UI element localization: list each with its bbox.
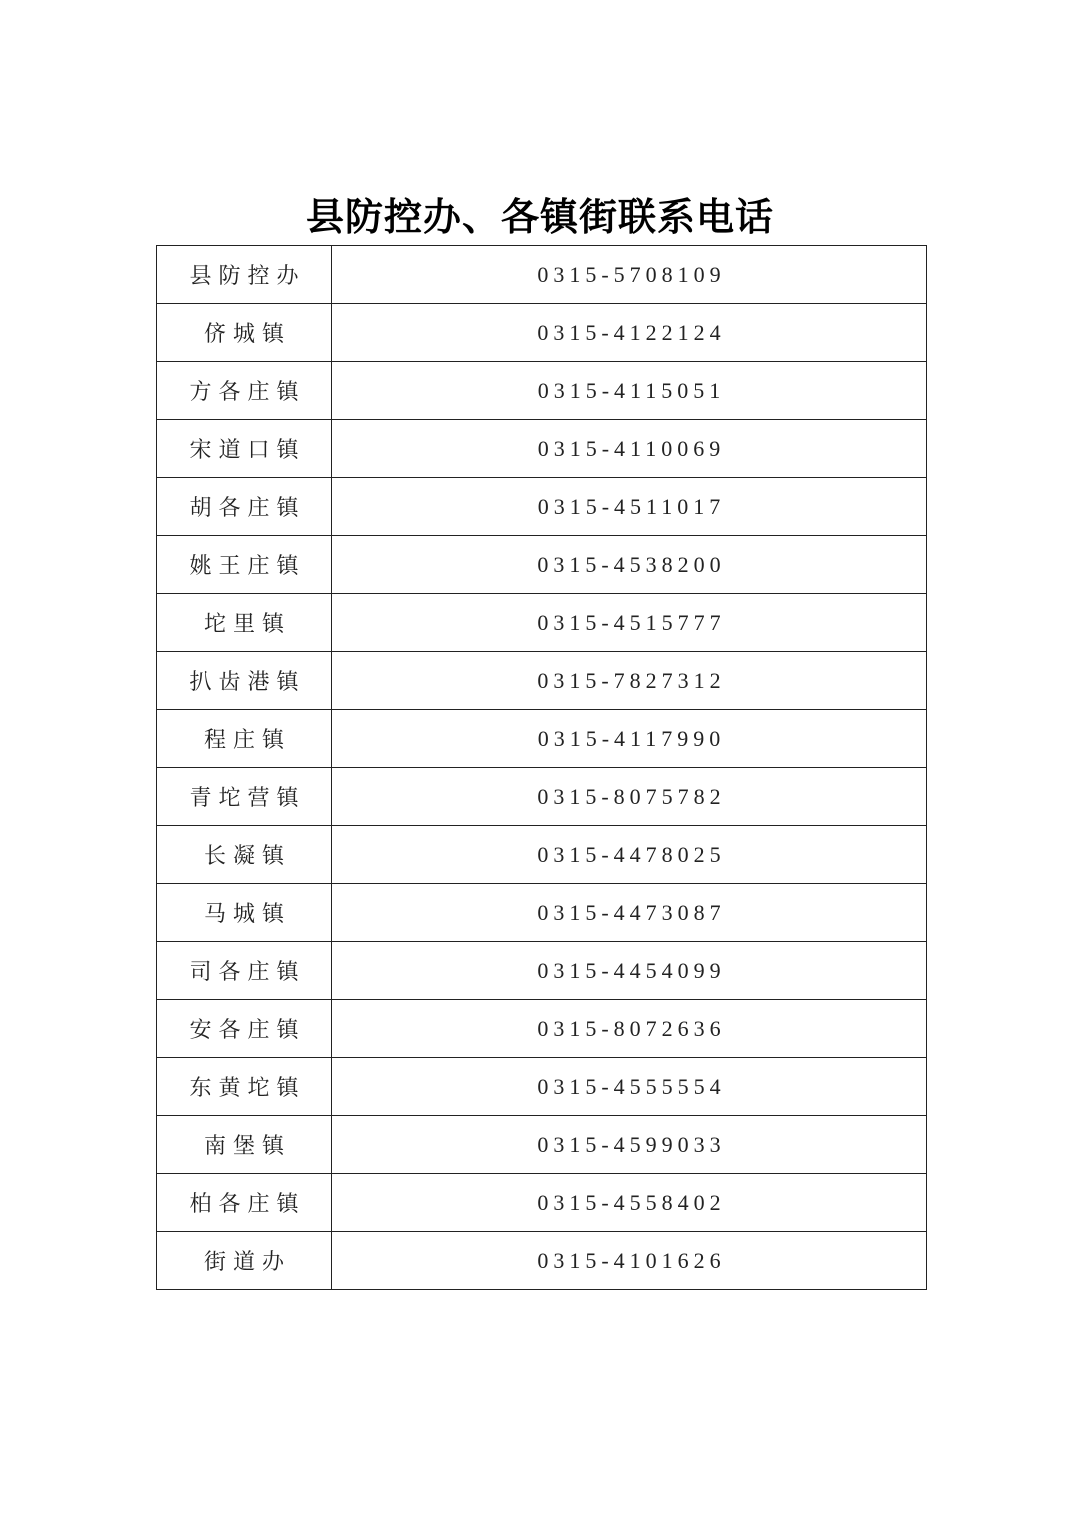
table-row bbox=[157, 884, 927, 942]
table-row bbox=[157, 652, 927, 710]
phone-number-cell: 0315-4538200 bbox=[332, 536, 927, 594]
table-row bbox=[157, 594, 927, 652]
table-row bbox=[157, 1000, 927, 1058]
phone-number-cell: 0315-4558402 bbox=[332, 1174, 927, 1232]
office-name-cell: 侪城镇 bbox=[157, 304, 332, 362]
phone-number-cell: 0315-4473087 bbox=[332, 884, 927, 942]
office-name-cell: 长凝镇 bbox=[157, 826, 332, 884]
phone-number-cell: 0315-4117990 bbox=[332, 710, 927, 768]
phone-number-cell: 0315-4515777 bbox=[332, 594, 927, 652]
office-name-cell: 宋道口镇 bbox=[157, 420, 332, 478]
table-row bbox=[157, 942, 927, 1000]
table-row bbox=[157, 1174, 927, 1232]
contact-table-body bbox=[157, 246, 927, 1290]
phone-number-cell: 0315-5708109 bbox=[332, 246, 927, 304]
table-row bbox=[157, 710, 927, 768]
table-row bbox=[157, 362, 927, 420]
phone-number-cell: 0315-8075782 bbox=[332, 768, 927, 826]
phone-number-cell: 0315-7827312 bbox=[332, 652, 927, 710]
office-name-cell: 姚王庄镇 bbox=[157, 536, 332, 594]
table-row bbox=[157, 1116, 927, 1174]
office-name-cell: 坨里镇 bbox=[157, 594, 332, 652]
office-name-cell: 司各庄镇 bbox=[157, 942, 332, 1000]
office-name-cell: 青坨营镇 bbox=[157, 768, 332, 826]
table-row bbox=[157, 420, 927, 478]
phone-number-cell: 0315-4478025 bbox=[332, 826, 927, 884]
office-name-cell: 街道办 bbox=[157, 1232, 332, 1290]
page-title: 县防控办、各镇街联系电话 bbox=[305, 194, 774, 239]
phone-number-cell: 0315-4511017 bbox=[332, 478, 927, 536]
table-row bbox=[157, 826, 927, 884]
table-row bbox=[157, 1058, 927, 1116]
table-row bbox=[157, 304, 927, 362]
office-name-cell: 方各庄镇 bbox=[157, 362, 332, 420]
phone-number-cell: 0315-4122124 bbox=[332, 304, 927, 362]
office-name-cell: 扒齿港镇 bbox=[157, 652, 332, 710]
table-row bbox=[157, 478, 927, 536]
phone-number-cell: 0315-4454099 bbox=[332, 942, 927, 1000]
phone-number-cell: 0315-8072636 bbox=[332, 1000, 927, 1058]
phone-number-cell: 0315-4555554 bbox=[332, 1058, 927, 1116]
office-name-cell: 安各庄镇 bbox=[157, 1000, 332, 1058]
office-name-cell: 县防控办 bbox=[157, 246, 332, 304]
office-name-cell: 东黄坨镇 bbox=[157, 1058, 332, 1116]
table-row bbox=[157, 246, 927, 304]
contact-table bbox=[156, 245, 927, 1290]
phone-number-cell: 0315-4599033 bbox=[332, 1116, 927, 1174]
office-name-cell: 马城镇 bbox=[157, 884, 332, 942]
table-row bbox=[157, 768, 927, 826]
office-name-cell: 柏各庄镇 bbox=[157, 1174, 332, 1232]
office-name-cell: 程庄镇 bbox=[157, 710, 332, 768]
phone-number-cell: 0315-4101626 bbox=[332, 1232, 927, 1290]
table-row bbox=[157, 1232, 927, 1290]
office-name-cell: 胡各庄镇 bbox=[157, 478, 332, 536]
office-name-cell: 南堡镇 bbox=[157, 1116, 332, 1174]
phone-number-cell: 0315-4110069 bbox=[332, 420, 927, 478]
table-row bbox=[157, 536, 927, 594]
phone-number-cell: 0315-4115051 bbox=[332, 362, 927, 420]
